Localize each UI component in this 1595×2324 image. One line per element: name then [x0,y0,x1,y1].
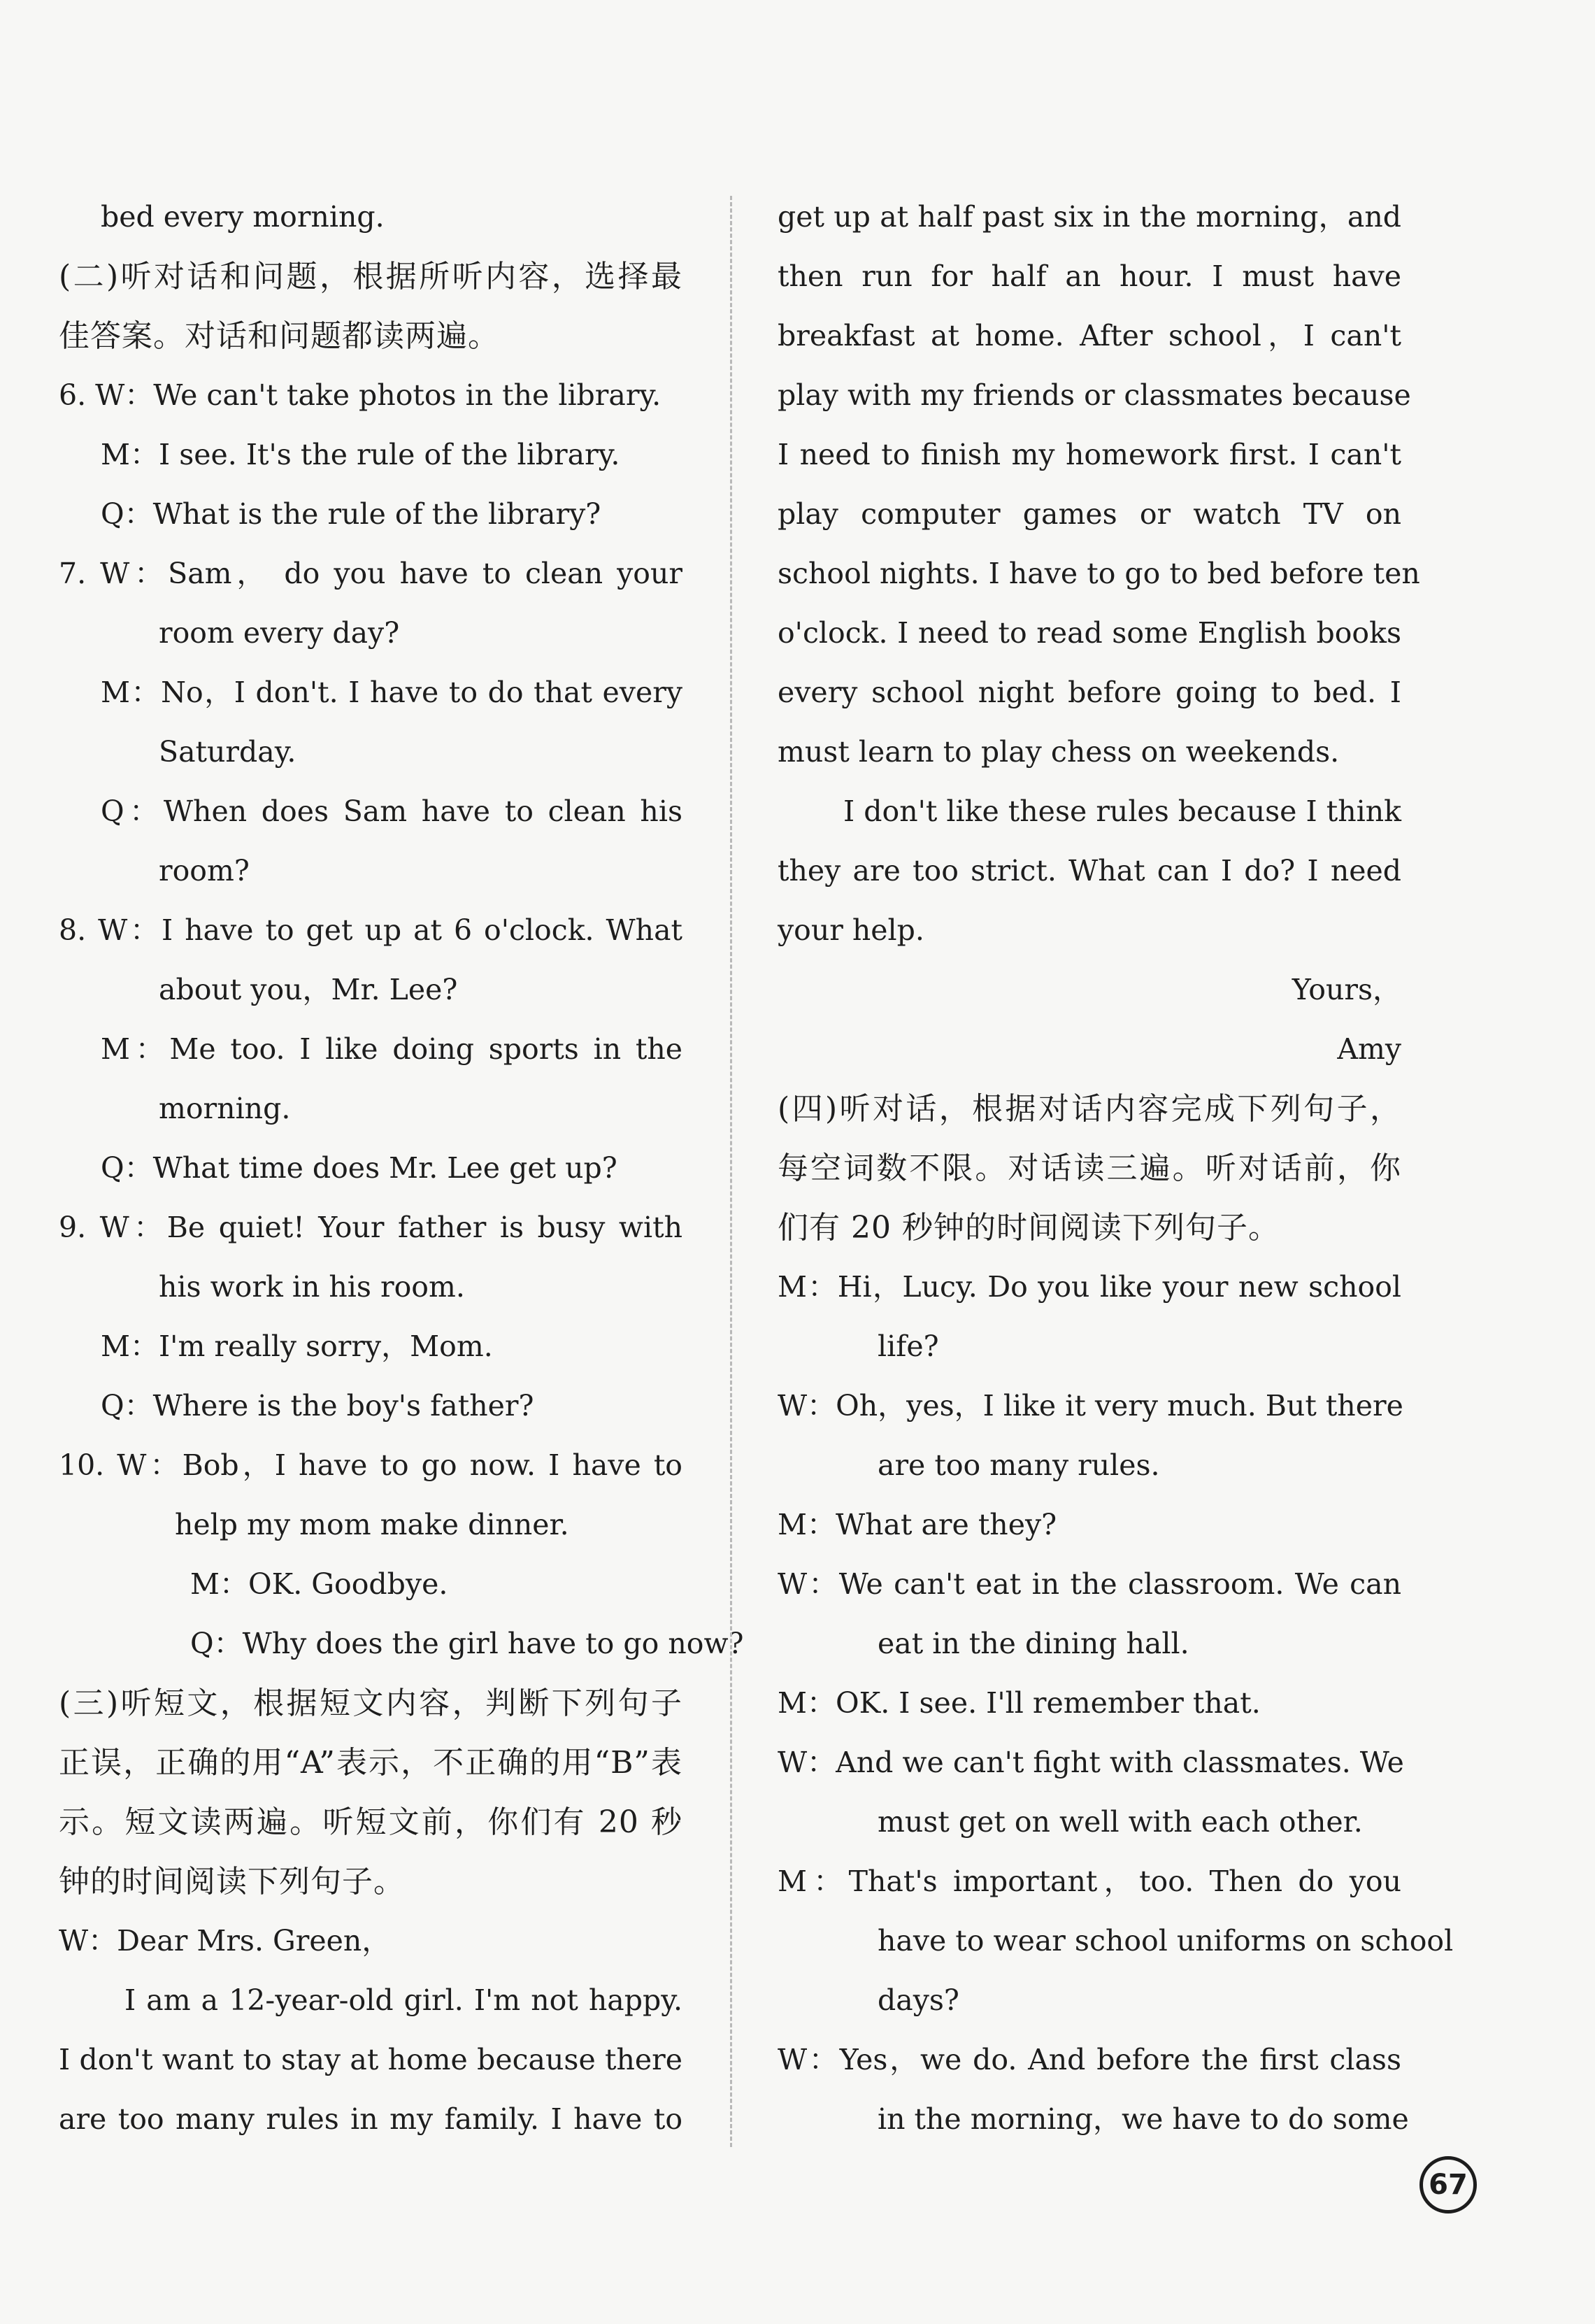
text-line: Yours， [1292,973,1401,1006]
text-line: life? [878,1329,939,1363]
text-line: breakfast at home. After school，I can't [778,319,1401,352]
text-line: are too many rules. [878,1448,1160,1482]
text-line: Q：What time does Mr. Lee get up? [101,1151,617,1185]
text-line: W：Dear Mrs. Green， [59,1924,391,1958]
text-line: 6. W：We can't take photos in the library. [59,378,661,412]
text-line: W：Yes，we do. And before the first class [778,2043,1401,2076]
text-line: get up at half past six in the morning，and [778,200,1401,234]
text-line: M：I see. It's the rule of the library. [101,438,620,471]
text-line: are too many rules in my family. I have to [59,2102,682,2136]
text-line: your help. [778,913,924,947]
text-line: 佳答案。对话和问题都读两遍。 [59,318,499,354]
text-line: school nights. I have to go to bed before ten [778,557,1420,590]
text-line: they are too strict. What can I do? I need [778,854,1401,887]
text-line: days? [878,1983,959,2017]
text-line: bed every morning. [101,200,385,234]
text-line: 示。短文读两遍。听短文前，你们有 20 秒 [59,1804,682,1840]
text-line: Q：When does Sam have to clean his [101,794,682,828]
text-line: 正误，正确的用“A”表示，不正确的用“B”表 [59,1745,682,1781]
left-column [59,187,744,2149]
text-line: must get on well with each other. [878,1805,1363,1839]
text-line: M：Hi，Lucy. Do you like your new school [778,1270,1401,1304]
text-line: room? [159,854,250,887]
text-line: (四)听对话，根据对话内容完成下列句子， [778,1091,1401,1127]
text-line: M：I'm really sorry，Mom. [101,1329,493,1363]
text-line: about you，Mr. Lee? [159,973,458,1006]
text-line: Q：What is the rule of the library? [101,497,601,531]
text-line: Amy [1337,1032,1401,1066]
text-line: M：That's important，too. Then do you [778,1865,1401,1898]
text-line: 们有 20 秒钟的时间阅读下列句子。 [778,1210,1280,1246]
text-line: Saturday. [159,735,296,769]
text-line: W：We can't eat in the classroom. We can [778,1567,1401,1601]
text-line: W：Oh，yes，I like it very much. But there [778,1389,1403,1423]
text-line: 9. W：Be quiet! Your father is busy with [59,1211,682,1244]
text-line: must learn to play chess on weekends. [778,735,1340,769]
text-line: Q：Why does the girl have to go now? [190,1627,744,1660]
text-line: 10. W：Bob，I have to go now. I have to [59,1448,682,1482]
text-line: M：Me too. I like doing sports in the [101,1032,682,1066]
column-divider [730,196,732,2147]
text-line: have to wear school uniforms on school [878,1924,1454,1958]
text-line: 7. W：Sam， do you have to clean your [59,557,682,590]
text-line: I don't want to stay at home because there [59,2043,682,2076]
text-line: 每空词数不限。对话读三遍。听对话前，你 [778,1150,1401,1186]
text-line: every school night before going to bed. I [778,676,1401,709]
page-number: 67 [1419,2156,1477,2213]
text-line: o'clock. I need to read some English books [778,616,1401,650]
right-column [778,187,1454,2149]
text-line: play computer games or watch TV on [778,497,1401,531]
text-line: (二)听对话和问题，根据所听内容，选择最 [59,259,682,294]
text-line: in the morning，we have to do some [878,2102,1409,2136]
text-line: 钟的时间阅读下列句子。 [59,1864,405,1899]
text-line: eat in the dining hall. [878,1627,1189,1660]
text-line: Q：Where is the boy's father? [101,1389,534,1423]
text-line: 8. W：I have to get up at 6 o'clock. What [59,913,682,947]
text-line: then run for half an hour. I must have [778,259,1401,293]
text-line: help my mom make dinner. [175,1508,569,1541]
text-line: M：OK. Goodbye. [190,1567,448,1601]
text-line: I need to finish my homework first. I can't [778,438,1401,471]
text-line: room every day? [159,616,400,650]
text-line: I am a 12-year-old girl. I'm not happy. [124,1983,682,2017]
text-line: his work in his room. [159,1270,465,1304]
text-line: play with my friends or classmates because [778,378,1411,412]
text-line: W：And we can't fight with classmates. We [778,1746,1404,1779]
text-line: I don't like these rules because I think [843,794,1401,828]
text-line: M：OK. I see. I'll remember that. [778,1686,1261,1720]
text-line: M：What are they? [778,1508,1057,1541]
text-line: (三)听短文，根据短文内容，判断下列句子 [59,1685,682,1721]
text-line: morning. [159,1092,291,1125]
text-line: M：No，I don't. I have to do that every [101,676,682,709]
